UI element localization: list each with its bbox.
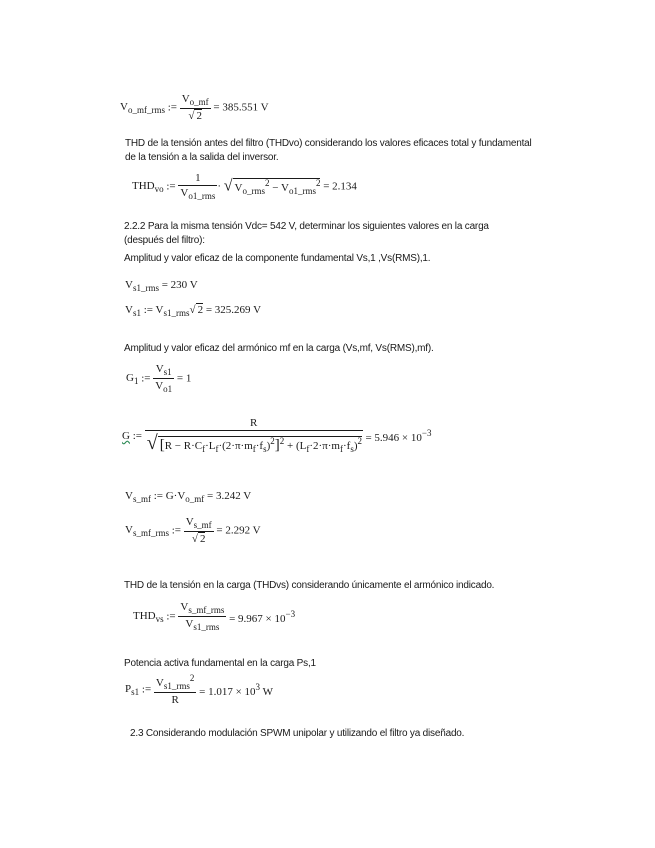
section-2-2-2-line-2: (después del filtro):: [124, 235, 205, 246]
thd-vo-line-1: THD de la tensión antes del filtro (THDvo) considerando los valores eficaces total y fundamental: [125, 138, 532, 149]
amplitude-fundamental-text: Amplitud y valor eficaz de la componente fundamental Vs,1 ,Vs(RMS),1.: [124, 253, 431, 264]
equation-thd-vs: $THD_{vs}$ := $\frac{V_{s\_mf\_rms}}{V_{s1\_rms}}$ = $9.967 \times 10^{-3}$: [133, 601, 296, 632]
thd-vo-line-2: de la tensión a la salida del inversor.: [125, 152, 279, 163]
equation-vs1-rms: $V_{s1\_rms} = 230$ V: [125, 279, 198, 293]
equation-vo-mf-rms: $V_{o\_mf\_rms}$ := $\frac{V_{o\_mf}}{√ 2}$ = 385.551 V: [120, 93, 269, 122]
equation-g: G := $\frac{R}{√ [R - R\cdot C_f\cdot L_f\cdot(2\cdot\pi\cdot m_f\cdot f_s)^2]^2 + (L_f\cdot 2\cdot\pi\cdot m_f\cdot f_s)^2}$ = $5.946 \times 10^{-3}$: [122, 417, 432, 454]
thd-vo-description: [125, 137, 532, 165]
g-symbol: G: [122, 430, 130, 442]
section-2-2-2: [124, 220, 489, 248]
section-2-3: 2.3 Considerando modulación SPWM unipolar y utilizando el filtro ya diseñado.: [130, 728, 465, 739]
amplitude-mf-text: Amplitud y valor eficaz del armónico mf en la carga (Vs,mf, Vs(RMS),mf).: [124, 343, 434, 354]
equation-vs-mf: $V_{s\_mf}$ := $G\cdot V_{o\_mf} = 3.242$ V: [125, 490, 252, 504]
section-2-2-2-line-1: 2.2.2 Para la misma tensión Vdc= 542 V, determinar los siguientes valores en la carga: [124, 221, 489, 232]
equation-g1: $G_1$ := $\frac{V_{s1}}{V_{o1}}$ = 1: [126, 363, 192, 394]
equation-vs1: $V_{s1}$ := $V_{s1\_rms}√$ 2 = 325.269 V: [125, 304, 262, 318]
equation-vs-mf-rms: $V_{s\_mf\_rms}$ := $\frac{V_{s\_mf}}{√ 2}$ = 2.292 V: [125, 516, 261, 545]
thd-vs-description: THD de la tensión en la carga (THDvs) considerando únicamente el armónico indicado.: [124, 580, 495, 591]
ps1-description: Potencia activa fundamental en la carga Ps,1: [124, 658, 316, 669]
equation-ps1: $P_{s1}$ := $\frac{V_{s1\_rms}^2}{R}$ = $1.017 \times 10^3$ W: [125, 673, 273, 706]
equation-thd-vo: $THD_{vo}$ := $\frac{1}{V_{o1\_rms}}$ · √ $V_{o\_rms}^2 - V_{o1\_rms}^2 = 2.134$: [132, 172, 357, 201]
